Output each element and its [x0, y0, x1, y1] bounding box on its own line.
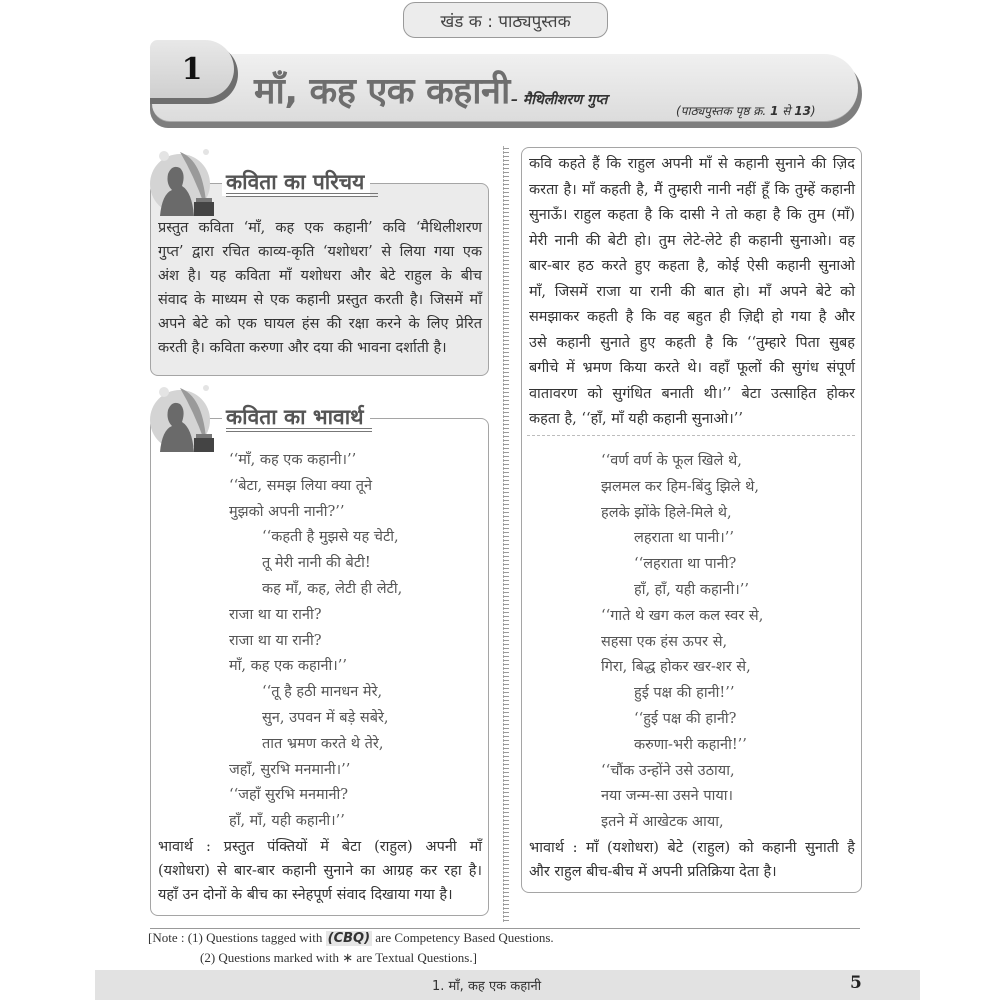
intro-heading: कविता का परिचय: [222, 168, 370, 196]
poem-line: हलके झोंके हिले-मिले थे,: [601, 504, 732, 521]
chapter-title: माँ, कह एक कहानी: [254, 71, 510, 112]
footer-chapter-title: 1. माँ, कह एक कहानी: [432, 979, 542, 994]
intro-paragraph: [158, 216, 482, 360]
poem-line: नया जन्म-सा उसने पाया।: [601, 788, 733, 805]
page-number: 5: [850, 973, 862, 993]
prose-line: सुनाऊँ। राहुल कहता है कि दासी ने तो कहा है कि तुम (माँ): [529, 207, 855, 223]
note-line-2: (2) Questions marked with ∗ are Textual Questions.]: [200, 950, 477, 965]
meaning-summary-right: [529, 836, 855, 884]
intro-heading-rule: [226, 193, 378, 197]
prose-line: करता है। माँ कहती है, मैं तुम्हारी नानी नहीं हूँ कि तुम्हें कहानी: [529, 181, 855, 198]
section-label: खंड क : पाठ्यपुस्तक: [403, 2, 608, 38]
intro-line: प्रस्तुत कविता ‘माँ, कह एक कहानी’ कवि ‘मैथिलीशरण: [158, 220, 482, 236]
ref-to: 13: [794, 104, 811, 118]
ref-prefix: (पाठ्यपुस्तक पृष्ठ क्र.: [676, 104, 767, 118]
summary-line: भावार्थ : प्रस्तुत पंक्तियों में बेटा (राहुल) अपनी माँ: [158, 839, 482, 855]
prose-line: बगीचे में भ्रमण किया करते थे। वहाँ फूलों की सुगंध संपूर्ण: [529, 360, 855, 376]
poem-line: इतने में आखेटक आया,: [601, 814, 724, 831]
poem-line: राजा था या रानी?: [229, 632, 322, 649]
note-text: are Competency Based Questions.: [375, 930, 554, 945]
poem-line: माँ, कह एक कहानी।’’: [229, 658, 347, 675]
poem-line: ‘‘तू है हठी मानधन मेरे,: [262, 684, 383, 701]
poem-stanza-right: [601, 449, 763, 836]
poem-line: ‘‘गाते थे खग कल कल स्वर से,: [601, 607, 764, 624]
poem-line: ‘‘हुई पक्ष की हानी?: [634, 710, 737, 727]
ref-from: 1: [770, 104, 779, 118]
dashed-separator: [527, 435, 855, 436]
meaning-heading: कविता का भावार्थ: [222, 403, 370, 431]
prose-line: माँ, जिसमें राजा या रानी की बात हो। माँ अपने बेटे को: [529, 283, 855, 300]
poem-line: ‘‘माँ, कह एक कहानी।’’: [229, 452, 357, 468]
note-divider: [150, 928, 860, 929]
prose-line: मेरी नानी की बेटी हो। तुम लेटे-लेटे ही कहानी सुनाओ। वह: [529, 232, 855, 249]
poem-line: सुन, उपवन में बड़े सबेरे,: [262, 709, 389, 726]
summary-line: और राहुल बीच-बीच में अपनी प्रतिक्रिया देता है।: [529, 864, 777, 880]
ref-suffix: ): [810, 104, 816, 118]
chapter-number: 1: [150, 40, 234, 98]
summary-line: भावार्थ : माँ (यशोधरा) बेटे (राहुल) को कहानी सुनाती है: [529, 840, 855, 856]
prose-explanation: [529, 152, 855, 433]
meaning-heading-rule: [226, 428, 372, 432]
column-divider: [503, 146, 509, 922]
poem-line: ‘‘जहाँ सुरभि मनमानी?: [229, 787, 349, 804]
poem-line: गिरा, बिद्ध होकर खर-शर से,: [601, 659, 751, 676]
prose-line: कहता है, ‘‘हाँ, माँ यही कहानी सुनाओ।’’: [529, 411, 743, 427]
poem-line: ‘‘वर्ण वर्ण के फूल खिले थे,: [601, 453, 742, 469]
note-line-1: [148, 930, 554, 946]
prose-line: समझाकर कहती है कि वह बहुत ही ज़िद्दी हो गया है और: [529, 309, 855, 325]
prose-line: वातावरण को सुगंधित बनाती थी।’’ बेटा उत्साहित होकर: [529, 385, 855, 402]
chapter-author: – मैथिलीशरण गुप्त: [511, 92, 608, 108]
poem-stanza-left: [229, 448, 402, 835]
summary-line: यहाँ उन दोनों के बीच का स्नेहपूर्ण संवाद दिखाया गया है।: [158, 887, 453, 903]
summary-line: (यशोधरा) से बार-बार कहानी सुनाने का आग्रह कर रहा है।: [158, 863, 482, 879]
poem-line: ‘‘कहती है मुझसे यह चेटी,: [262, 529, 399, 546]
poet-quill-icon: [150, 382, 222, 454]
ref-mid: से: [782, 104, 791, 118]
prose-line: बार-बार हठ करते हुए कहता है, कोई ऐसी कहानी सुनाओ: [529, 258, 855, 274]
intro-line: अपने बेटे को एक घायल हंस की रक्षा करने के लिए प्रेरित: [158, 316, 482, 332]
intro-line: अंश है। यह कविता माँ यशोधरा और बेटे राहुल के बीच: [158, 268, 482, 284]
poem-line: ‘‘चौंक उन्होंने उसे उठाया,: [601, 762, 735, 779]
cbq-tag: (CBQ): [327, 931, 371, 946]
note-text: [Note : (1) Questions tagged with: [148, 930, 323, 945]
poem-line: कह माँ, कह, लेटी ही लेटी,: [262, 580, 403, 597]
textbook-page-reference: [676, 102, 816, 119]
poem-line: हुई पक्ष की हानी!’’: [634, 685, 735, 702]
poem-line: ‘‘बेटा, समझ लिया क्या तूने: [229, 477, 373, 494]
intro-line: संवाद के माध्यम से एक कहानी प्रस्तुत करती है। जिसमें माँ: [158, 292, 482, 308]
intro-line: गुप्त’ द्वारा रचित काव्य-कृति ‘यशोधरा’ से लिया गया एक: [158, 244, 482, 260]
meaning-summary-left: [158, 835, 482, 907]
prose-line: कवि कहते हैं कि राहुल अपनी माँ से कहानी सुनाने की ज़िद: [529, 156, 855, 172]
poem-line: तात भ्रमण करते थे तेरे,: [262, 735, 384, 752]
poem-line: ‘‘लहराता था पानी?: [634, 556, 737, 573]
poem-line: सहसा एक हंस ऊपर से,: [601, 633, 728, 650]
poem-line: राजा था या रानी?: [229, 606, 322, 623]
poem-line: हाँ, हाँ, यही कहानी।’’: [634, 581, 749, 598]
poem-line: करुणा-भरी कहानी!’’: [634, 736, 747, 753]
poem-line: झलमल कर हिम-बिंदु झिले थे,: [601, 478, 759, 495]
intro-line: करती है। कविता करुणा और दया की भावना दर्शाती है।: [158, 340, 447, 356]
poem-line: मुझको अपनी नानी?’’: [229, 503, 345, 520]
poem-line: जहाँ, सुरभि मनमानी।’’: [229, 761, 351, 778]
poem-line: हाँ, माँ, यही कहानी।’’: [229, 813, 345, 830]
poem-line: लहराता था पानी।’’: [634, 530, 734, 547]
poem-line: तू मेरी नानी की बेटी!: [262, 555, 371, 572]
poet-quill-icon: [150, 146, 222, 218]
prose-line: उसे कहानी सुनाते हुए कहती है कि ‘‘तुम्हारे पिता सुबह: [529, 334, 855, 351]
